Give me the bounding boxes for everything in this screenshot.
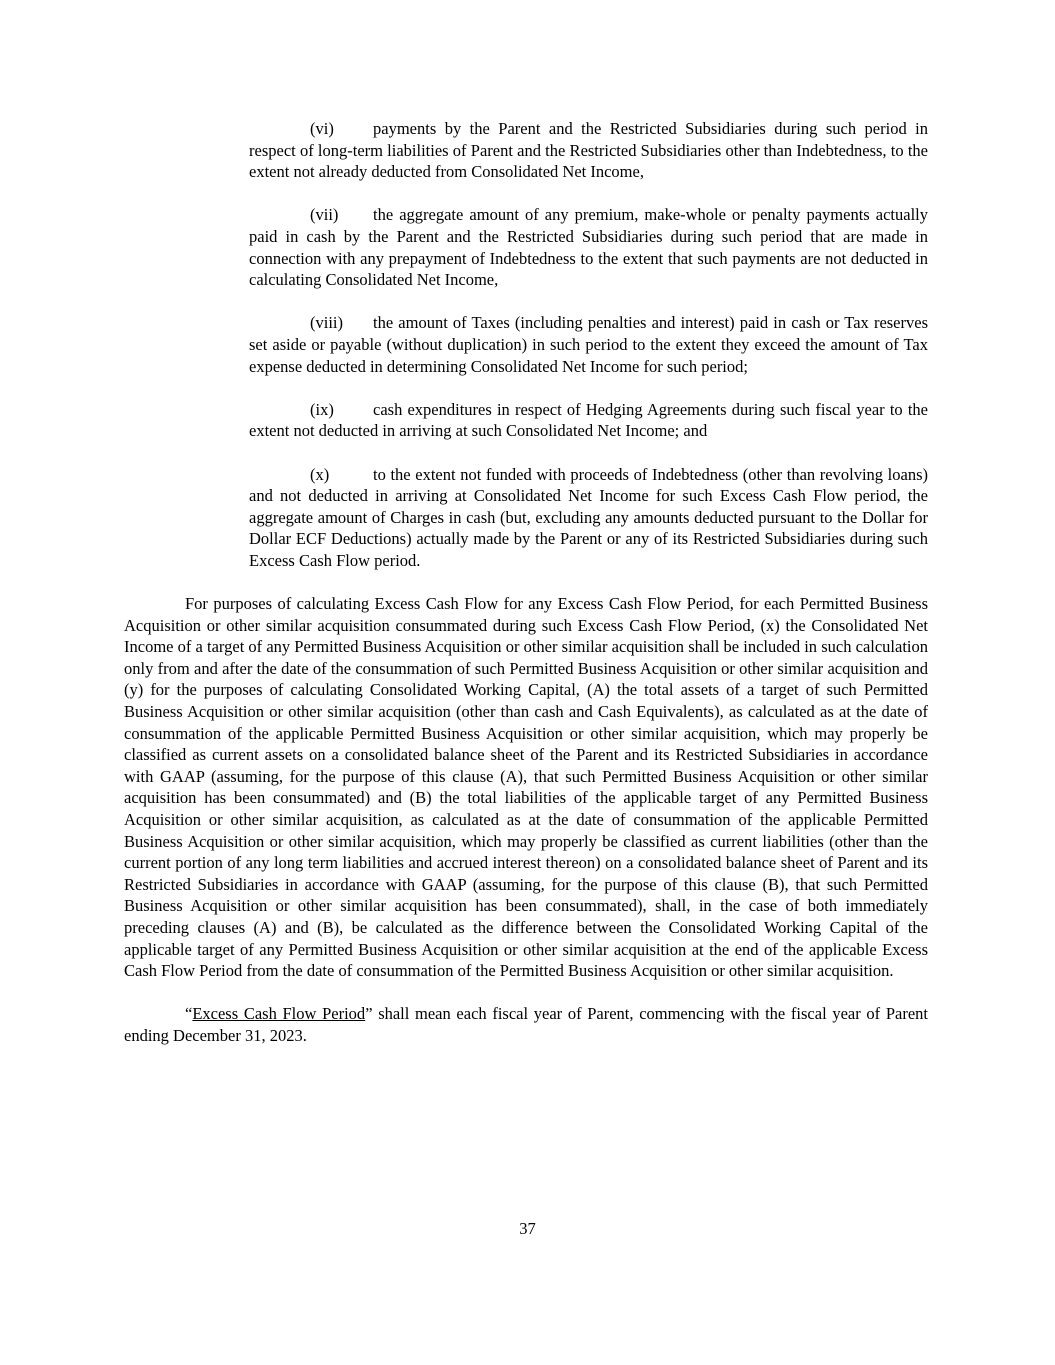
paragraph-definition-excess-cash-flow-period — [124, 1003, 928, 1046]
clause-vii-label: (vii) — [310, 205, 339, 225]
defined-term-excess-cash-flow-period: Excess Cash Flow Period — [192, 1004, 366, 1024]
definition-body-text: ” shall mean each fiscal year of Parent, commencing with the fiscal year of Parent ending December 31, 2023. — [124, 1004, 928, 1045]
clause-x-label: (x) — [310, 464, 330, 484]
definition-open-quote: “ — [185, 1004, 193, 1024]
clause-vi-text: payments by the Parent and the Restricted Subsidiaries during such period in respect of long-term liabilities of Parent and the Restricted Subsidiaries other than Indebtedness, to the extent not already deducted from Consolidated Net Income, — [249, 119, 928, 182]
clause-x-text: to the extent not funded with proceeds of Indebtedness (other than revolving loans) and not deducted in arriving at Consolidated Net Income for such Excess Cash Flow period, the aggregate amount of Charges in cash (but, excluding any amounts deducted pursuant to the Dollar for Dollar ECF Deductions) actually made by the Parent or any of its Restricted Subsidiaries during such Excess Cash Flow period. — [249, 464, 928, 570]
clause-ix-label: (ix) — [310, 399, 334, 419]
clause-ix — [249, 399, 928, 442]
page-number: 37 — [519, 1219, 536, 1238]
clause-viii-label: (viii) — [310, 313, 343, 333]
clause-ix-text: cash expenditures in respect of Hedging Agreements during such fiscal year to the extent not deducted in arriving at such Consolidated Net Income; and — [249, 399, 928, 441]
paragraph-excess-cash-flow-calculation: For purposes of calculating Excess Cash Flow for any Excess Cash Flow Period, for each Permitted Business Acquisition or other similar acquisition consummated during such Excess Cash Flow Period, (x) the Consolidated Net Income of a target of any Permitted Business Acquisition or other similar acquisition shall be included in such calculation only from and after the date of the consummation of such Permitted Business Acquisition or other similar acquisition and (y) for the purposes of calculating Consolidated Working Capital, (A) the total assets of a target of such Permitted Business Acquisition or other similar acquisition (other than cash and Cash Equivalents), as calculated as at the date of consummation of the applicable Permitted Business Acquisition or other similar acquisition, which may properly be classified as current assets on a consolidated balance sheet of the Parent and its Restricted Subsidiaries in accordance with GAAP (assuming, for the purpose of this clause (A), that such Permitted Business Acquisition or other similar acquisition has been consummated) and (B) the total liabilities of the applicable target of any Permitted Business Acquisition or other similar acquisition, as calculated as at the date of consummation of the applicable Permitted Business Acquisition or other similar acquisition, which may properly be classified as current liabilities (other than the current portion of any long term liabilities and accrued interest thereon) on a consolidated balance sheet of Parent and its Restricted Subsidiaries in accordance with GAAP (assuming, for the purpose of this clause (B), that such Permitted Business Acquisition or other similar acquisition has been consummated), shall, in the case of both immediately preceding clauses (A) and (B), be calculated as the difference between the Consolidated Working Capital of the applicable target of any Permitted Business Acquisition or other similar acquisition at the end of the applicable Excess Cash Flow Period from the date of consummation of the Permitted Business Acquisition or other similar acquisition. — [124, 594, 928, 981]
clause-vii — [249, 204, 928, 290]
clause-vi — [249, 118, 928, 183]
clause-vii-text: the aggregate amount of any premium, make-whole or penalty payments actually paid in cash by the Parent and the Restricted Subsidiaries during such period that are made in connection with any prepayment of Indebtedness to the extent that such payments are not deducted in calculating Consolidated Net Income, — [249, 205, 928, 290]
clause-vi-label: (vi) — [310, 119, 334, 138]
clause-x — [249, 464, 928, 572]
clause-viii — [249, 312, 928, 377]
clause-viii-text: the amount of Taxes (including penalties and interest) paid in cash or Tax reserves set aside or payable (without duplication) in such period to the extent they exceed the amount of Tax expense deducted in determining Consolidated Net Income for such period; — [249, 313, 928, 376]
